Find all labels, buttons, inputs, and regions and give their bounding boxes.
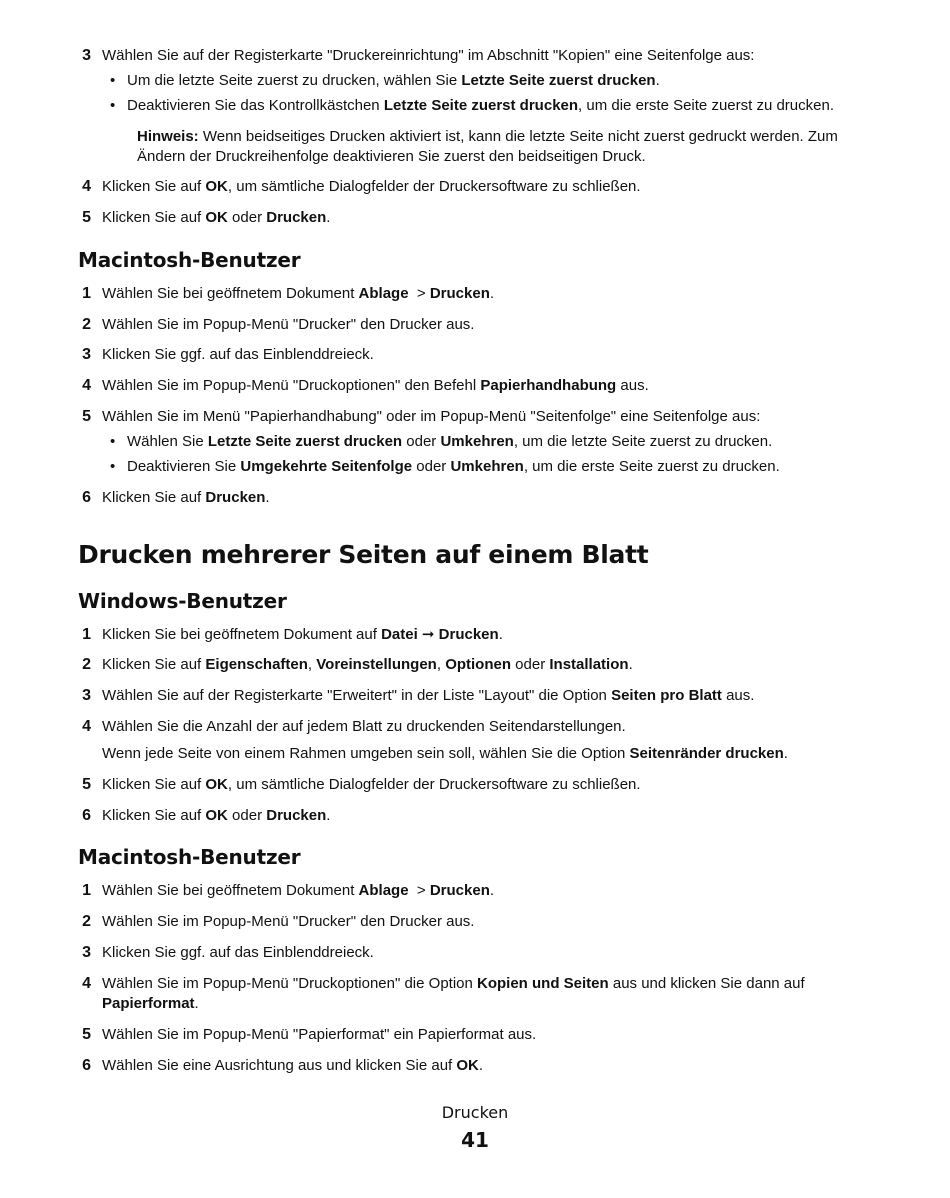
step-text: Klicken Sie auf Drucken.: [102, 489, 270, 506]
step-number: 2: [82, 316, 91, 333]
subsection-heading: Macintosh-Benutzer: [78, 248, 301, 272]
step-number: 4: [82, 718, 91, 735]
step-number: 2: [82, 913, 91, 930]
section-heading: Drucken mehrerer Seiten auf einem Blatt: [78, 540, 649, 569]
step-text-continued: Papierformat.: [102, 995, 199, 1012]
step-number: 4: [82, 975, 91, 992]
note-label: Hinweis:: [137, 128, 199, 145]
step-text: Wählen Sie im Popup-Menü "Drucker" den Drucker aus.: [102, 913, 475, 930]
step-subtext: Wenn jede Seite von einem Rahmen umgeben sein soll, wählen Sie die Option Seitenränder drucken.: [102, 745, 788, 762]
step-text: Wählen Sie auf der Registerkarte "Erweitert" in der Liste "Layout" die Option Seiten pro Blatt aus.: [102, 687, 755, 704]
step-text: Wählen Sie im Popup-Menü "Druckoptionen" die Option Kopien und Seiten aus und klicken Sie dann auf: [102, 975, 805, 992]
step-number: 6: [82, 1057, 91, 1074]
step-number: 1: [82, 626, 91, 643]
step-number: 6: [82, 489, 91, 506]
step-number: 5: [82, 209, 91, 226]
bullet-text: Um die letzte Seite zuerst zu drucken, wählen Sie Letzte Seite zuerst drucken.: [127, 72, 660, 89]
step-number: 5: [82, 776, 91, 793]
step-number: 3: [82, 687, 91, 704]
step-number: 4: [82, 178, 91, 195]
step-number: 4: [82, 377, 91, 394]
bullet-dot: •: [110, 433, 116, 450]
step-text: Klicken Sie auf OK oder Drucken.: [102, 807, 331, 824]
step-number: 3: [82, 47, 91, 64]
step-text: Klicken Sie auf OK, um sämtliche Dialogfelder der Druckersoftware zu schließen.: [102, 776, 641, 793]
step-text: Wählen Sie bei geöffnetem Dokument Ablage > Drucken.: [102, 882, 495, 899]
step-text: Wählen Sie im Menü "Papierhandhabung" oder im Popup-Menü "Seitenfolge" eine Seitenfolge aus:: [102, 408, 761, 425]
step-number: 1: [82, 882, 91, 899]
note-text: Hinweis: Wenn beidseitiges Drucken aktiviert ist, kann die letzte Seite nicht zuerst gedruckt werden. Zum: [137, 128, 838, 145]
step-text: Wählen Sie eine Ausrichtung aus und klicken Sie auf OK.: [102, 1057, 484, 1074]
step-text: Wählen Sie im Popup-Menü "Drucker" den Drucker aus.: [102, 316, 475, 333]
step-number: 3: [82, 944, 91, 961]
step-number: 5: [82, 408, 91, 425]
step-text: Wählen Sie bei geöffnetem Dokument Ablage > Drucken.: [102, 285, 495, 302]
step-text: Wählen Sie im Popup-Menü "Druckoptionen" den Befehl Papierhandhabung aus.: [102, 377, 649, 394]
step-number: 2: [82, 656, 91, 673]
step-number: 5: [82, 1026, 91, 1043]
step-number: 3: [82, 346, 91, 363]
step-text: Klicken Sie auf Eigenschaften, Voreinstellungen, Optionen oder Installation.: [102, 656, 633, 673]
step-text: Klicken Sie auf OK oder Drucken.: [102, 209, 331, 226]
step-number: 6: [82, 807, 91, 824]
step-text: Wählen Sie auf der Registerkarte "Druckereinrichtung" im Abschnitt "Kopien" eine Seitenfolge aus:: [102, 47, 755, 64]
step-number: 1: [82, 285, 91, 302]
step-text: Klicken Sie auf OK, um sämtliche Dialogfelder der Druckersoftware zu schließen.: [102, 178, 641, 195]
bullet-dot: •: [110, 458, 116, 475]
bullet-dot: •: [110, 97, 116, 114]
step-text: Wählen Sie die Anzahl der auf jedem Blatt zu druckenden Seitendarstellungen.: [102, 718, 626, 735]
footer-chapter: Drucken: [441, 1103, 509, 1122]
arrow-icon: ➞: [417, 626, 439, 643]
step-text: Klicken Sie ggf. auf das Einblenddreieck.: [102, 346, 374, 363]
subsection-heading: Windows-Benutzer: [78, 589, 287, 613]
step-text: Wählen Sie im Popup-Menü "Papierformat" ein Papierformat aus.: [102, 1026, 537, 1043]
bullet-text: Deaktivieren Sie das Kontrollkästchen Letzte Seite zuerst drucken, um die erste Seite zuerst zu drucken.: [127, 97, 834, 114]
page-number: 41: [461, 1128, 489, 1152]
subsection-heading: Macintosh-Benutzer: [78, 845, 301, 869]
bullet-text: Deaktivieren Sie Umgekehrte Seitenfolge oder Umkehren, um die erste Seite zuerst zu drucken.: [127, 458, 780, 475]
bullet-text: Wählen Sie Letzte Seite zuerst drucken oder Umkehren, um die letzte Seite zuerst zu drucken.: [127, 433, 773, 450]
note-text-continued: Ändern der Druckreihenfolge deaktivieren Sie zuerst den beidseitigen Druck.: [137, 148, 646, 165]
bullet-dot: •: [110, 72, 116, 89]
step-text: Klicken Sie bei geöffnetem Dokument auf Datei ➞ Drucken.: [102, 626, 503, 643]
step-text: Klicken Sie ggf. auf das Einblenddreieck.: [102, 944, 374, 961]
